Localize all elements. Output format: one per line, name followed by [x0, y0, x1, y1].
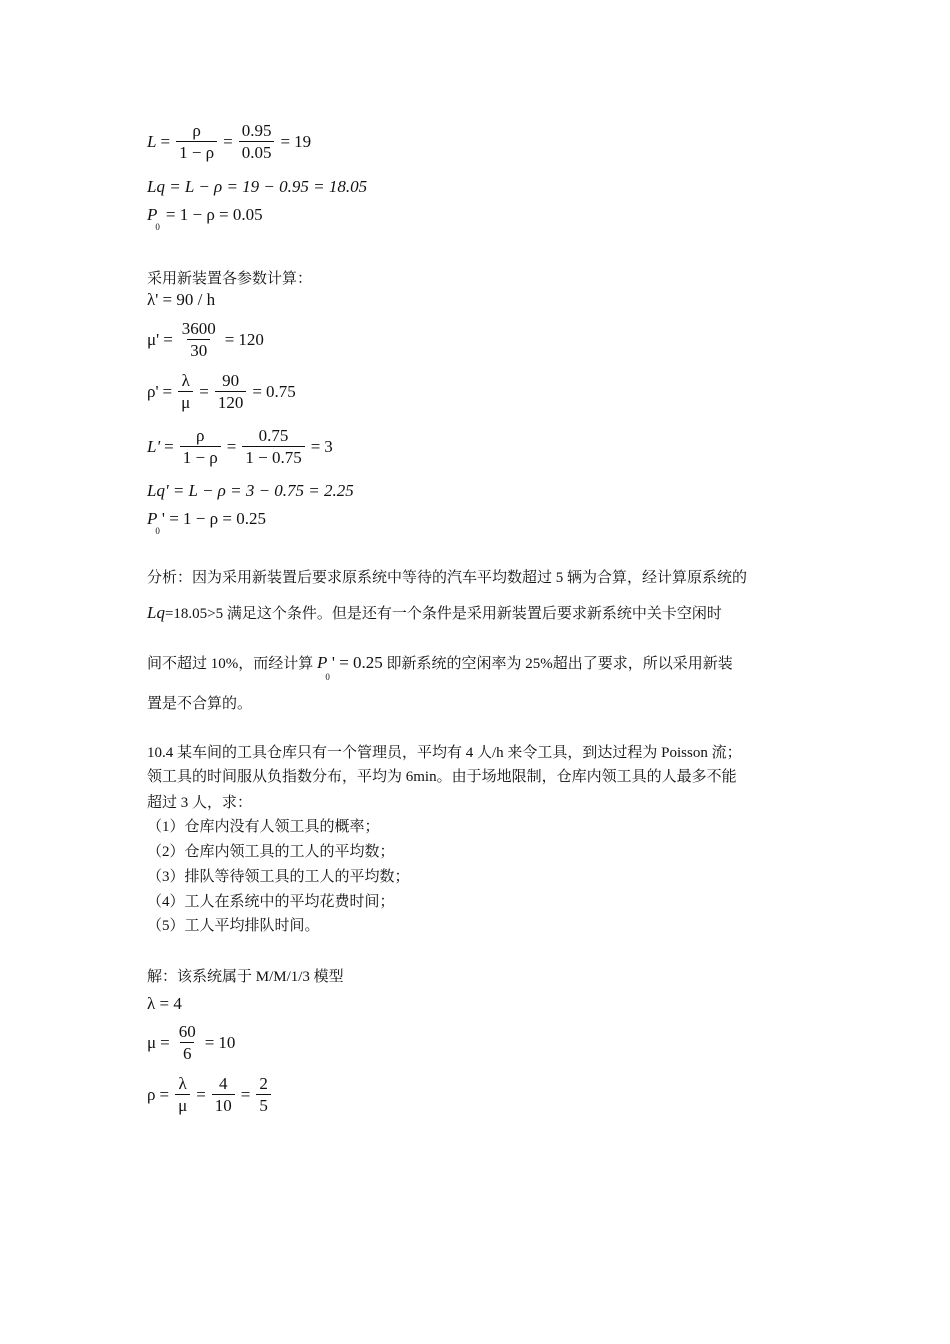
eq-sol-rho: ρ = $\frac{\lambda}{\mu}$ = $\frac{4}{10}$ = $\frac{2}{5}$	[147, 1074, 273, 1115]
analysis-line-3: 间不超过 10%，而经计算 $P_0' = 0.25$ 即新系统的空闲率为 25%超出了要求，所以采用新装	[147, 653, 733, 682]
eq-new-L: L' = $\frac{\rho}{1 - \rho}$ = $\frac{0.75}{1 - 0.75}$ = 3	[147, 426, 333, 467]
eq-sol-mu: μ = $\frac{60}{6}$ = 10	[147, 1022, 236, 1063]
solution-title: 解：该系统属于 M/M/1/3 模型	[147, 969, 344, 985]
problem-item: （1）仓库内没有人领工具的概率；	[147, 819, 380, 835]
eq-old-Lq: Lq = L − ρ = 19 − 0.95 = 18.05	[147, 177, 368, 196]
problem-item: （4）工人在系统中的平均花费时间；	[147, 894, 395, 910]
analysis-line-4: 置是不合算的。	[147, 696, 253, 712]
eq-sol-lambda: λ = 4	[147, 994, 182, 1013]
eq-old-L: L = $\frac{\rho}{1 - \rho}$ = $\frac{0.95}{0.05}$ = 19	[147, 121, 312, 162]
problem-item: （2）仓库内领工具的工人的平均数；	[147, 844, 395, 860]
eq-old-P0: P 0 = 1 − ρ = 0.05	[147, 205, 263, 232]
eq-new-lambda: λ' = 90 / h	[147, 290, 216, 309]
eq-new-mu: μ' = $\frac{3600}{30}$ = 120	[147, 319, 264, 360]
problem-line-1: 10.4 某车间的工具仓库只有一个管理员，平均有 4 人/h 来令工具，到达过程为 Poisson 流；	[147, 745, 742, 761]
problem-line-2: 领工具的时间服从负指数分布，平均为 6min。由于场地限制，仓库内领工具的人最多不能	[147, 769, 737, 785]
eq-new-rho: ρ' = $\frac{\lambda}{\mu}$ = $\frac{90}{120}$ = 0.75	[147, 371, 296, 412]
analysis-line-2: Lq=18.05>5 满足这个条件。但是还有一个条件是采用新装置后要求新系统中关卡空闲时	[147, 603, 722, 622]
problem-item: （3）排队等待领工具的工人的平均数；	[147, 869, 410, 885]
eq-new-P0: P 0 ' = 1 − ρ = 0.25	[147, 509, 266, 536]
new-section-title: 采用新装置各参数计算：	[147, 271, 313, 287]
analysis-line-1: 分析：因为采用新装置后要求原系统中等待的汽车平均数超过 5 辆为合算，经计算原系统的	[147, 570, 748, 586]
eq-new-Lq: Lq' = L − ρ = 3 − 0.75 = 2.25	[147, 481, 354, 500]
problem-item: （5）工人平均排队时间。	[147, 918, 320, 934]
problem-line-3: 超过 3 人，求：	[147, 795, 253, 811]
